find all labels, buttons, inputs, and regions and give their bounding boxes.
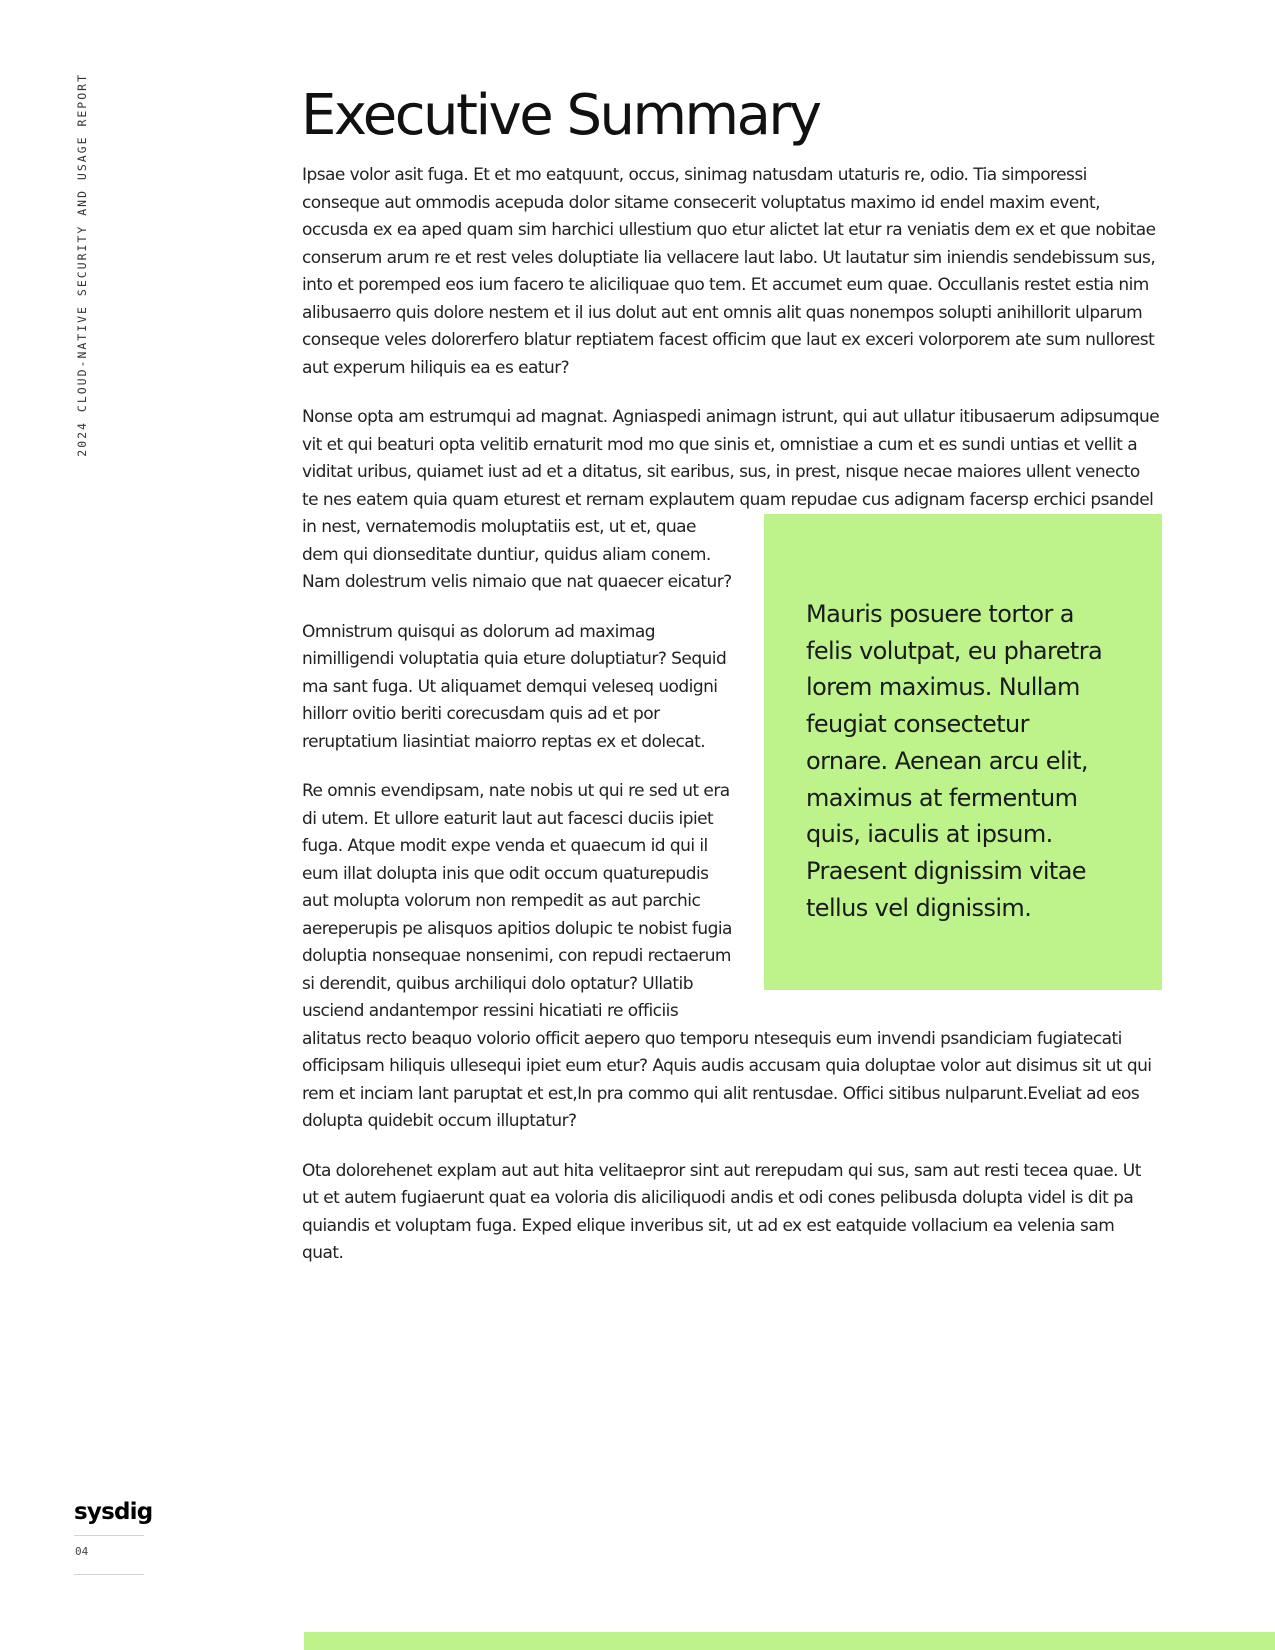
callout-box	[764, 514, 1162, 990]
accent-bar	[304, 1632, 1275, 1650]
paragraph-text: Nonse opta am estrumqui ad magnat. Agniaspedi animagn istrunt, qui aut ullatur itibusaerum adipsumque vit et qui beaturi opta velitib ernaturit mod mo que sinis et, omnistiae a cum et es sundi untias et vellit a viditat uribus, quiamet iust ad et a ditatus, sit earibus, sus, in prest, nisque necae maiores ullent venecto te nes eatem quia quam eturest et rernam explautem quam repudae cus adignam facersp erchici psandel Mauris posuere tortor a felis volutpat, eu pharetra lorem maximus. Nullam feugiat consectetur ornare. Aenean arcu elit, maximus at fermentum quis, iaculis at ipsum. Praesent dignissim vitae tellus vel dignissim. in nest, vernatemodis moluptatiis est, ut et, quae dem qui dionseditate duntiur, quidus aliam conem. Nam dolestrum velis nimaio que nat quaecer eicatur?	[302, 407, 1159, 592]
page-title: Executive Summary	[301, 83, 820, 148]
paragraph: Re omnis evendipsam, nate nobis ut qui re sed ut era di utem. Et ullore eaturit laut aut facesci duciis ipiet fuga. Atque modit expe venda et quaecum id qui il eum illat dolupta inis que odit occum quaturepudis aut molupta volorum non rempedit as aut parchic aereperupis pe alisquos apitios dolupic te nobist fugia doluptia nonsequae nonsenimi, con repudi rectaerum si derendit, quibus archiliqui dolo optatur? Ullatib usciend andantempor ressini hicatiati re officiis alitatus recto beaquo volorio officit aepero quo temporu ntesequis eum invendi psandiciam fugiatecati officipsam hiliquis ullesequi ipiet eum etur? Aquis audis accusam quia doluptae volor aut disimus sit ut qui rem et inciam lant paruptat et est,In pra commo qui alit rentusdae. Offici sitibus nulparunt.Eveliat ad eos dolupta quidebit occum illuptatur?	[302, 781, 1152, 1131]
callout-text: Mauris posuere tortor a felis volutpat, eu pharetra lorem maximus. Nullam feugiat consectetur ornare. Aenean arcu elit, maximus at fermentum quis, iaculis at ipsum. Praesent dignissim vitae tellus vel dignissim.	[806, 600, 1103, 922]
footer-divider	[74, 1535, 144, 1536]
report-side-label: 2024 CLOUD-NATIVE SECURITY AND USAGE REPORT	[75, 73, 89, 457]
page-number: 04	[75, 1545, 89, 1558]
paragraph: Ipsae volor asit fuga. Et et mo eatquunt, occus, sinimag natusdam utaturis re, odio. Tia simporessi conseque aut ommodis acepuda dolor sitame consecerit voluptatus maximo id endel maxim event, occusda ex ea aped quam sim harchici ullestium quo etur alictet lat etur ra veniatis dem ex et que nobitae conserum arum re et rest veles doluptiate lia vellacere laut labo. Ut lautatur sim iniendis sendebissum sus, into et poremped eos ium facero te aliciliquae quo tem. Et accumet eum quae. Occullanis restet estia nim alibusaerro quis dolore nestem et il ius dolut aut ent omnis alit quas nonempos solupti anihillorit ulparum conseque veles dolorerfero blatur reptiatem facest officim que laut ex exceri volorporem ate sum nullorest aut experum hiliquis ea es eatur?	[302, 165, 1156, 378]
sysdig-logo: sysdig	[74, 1499, 153, 1525]
body-text	[302, 162, 1160, 1290]
footer-divider	[74, 1574, 144, 1575]
paragraph: Ota dolorehenet explam aut aut hita velitaepror sint aut rerepudam qui sus, sam aut resti tecea quae. Ut ut et autem fugiaerunt quat ea voloria dis aliciliquodi andis et odi cones pelibusda dolupta videl is dit pa quiandis et voluptam fuga. Exped elique inveribus sit, ut ad ex est eatquide vollacium ea velenia sam quat.	[302, 1160, 1141, 1263]
paragraph: Omnistrum quisqui as dolorum ad maximag nimilligendi voluptatia quia eture doluptiatur? Sequid ma sant fuga. Ut aliquamet demqui veleseq uodigni hillorr ovitio beriti corecusdam quis ad et por reruptatium liasintiat maiorro reptas ex et dolecat.	[302, 621, 727, 752]
